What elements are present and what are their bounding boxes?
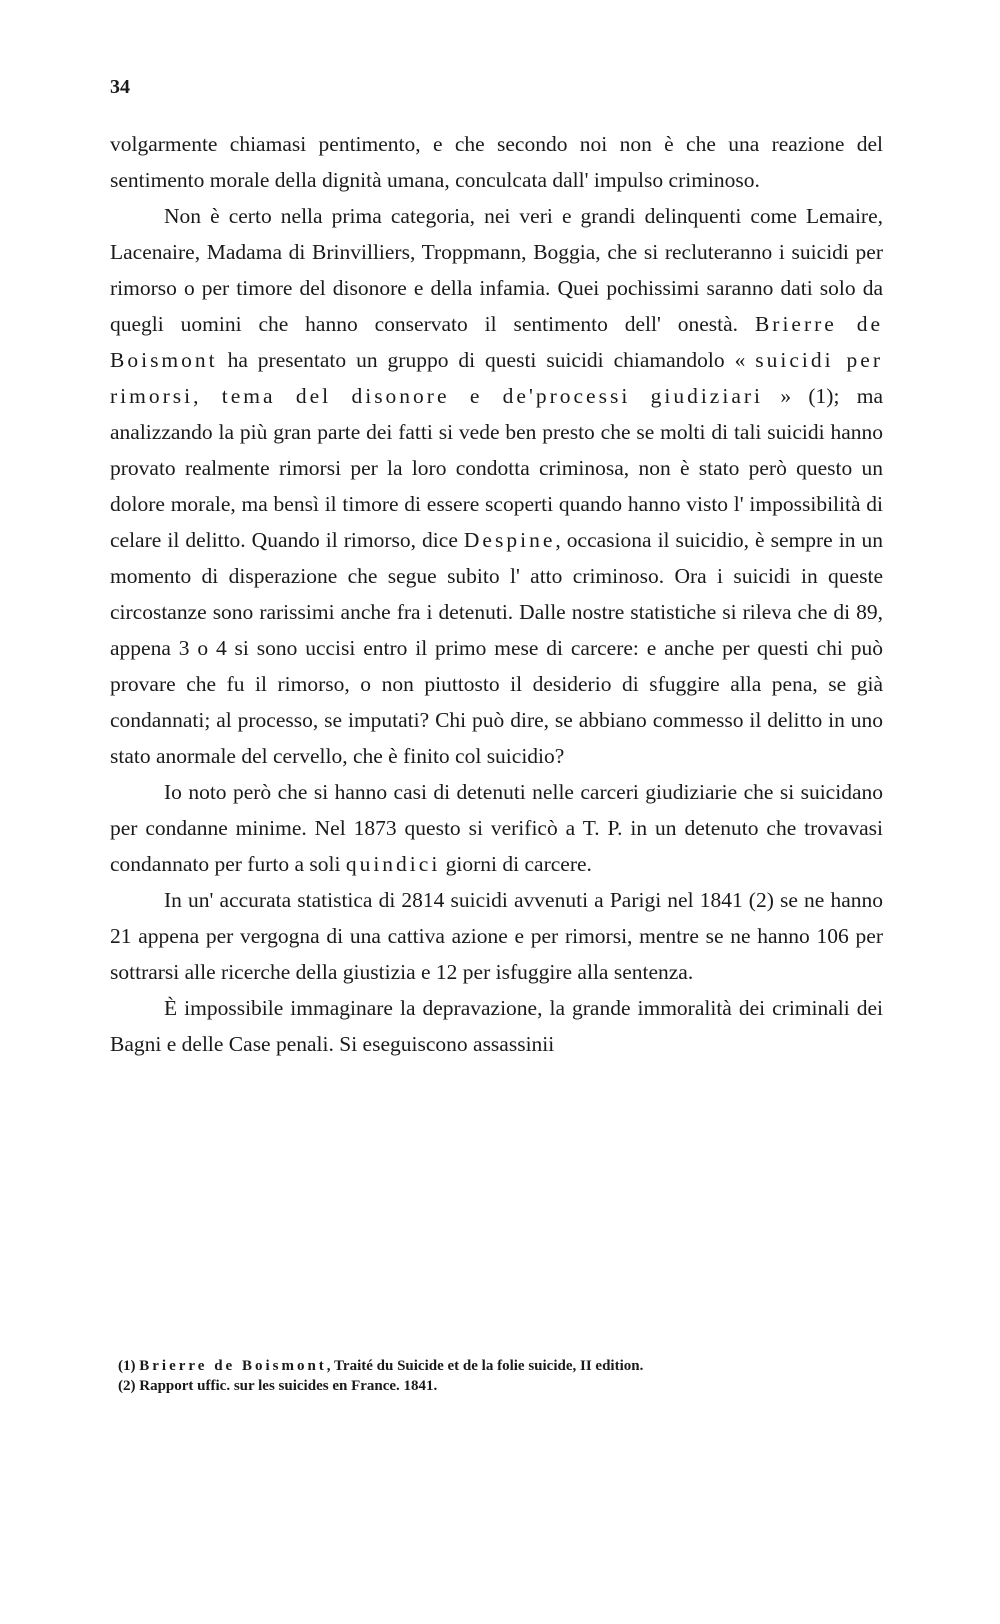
- footnote-text: , Traité du Suicide et de la folie suicide, II edition.: [326, 1358, 644, 1374]
- footnote-text: Rapport uffic. sur les suicides en France. 1841.: [139, 1378, 438, 1394]
- paragraph-1: [110, 126, 883, 198]
- paragraph-text: Non è certo nella prima categoria, nei veri e grandi delinquenti come Lemaire, Lacenaire, Madama di Brinvilliers, Troppmann, Boggia, che si recluteranno i suicidi per rimorso o per timore del disonore e della infamia. Quei pochissimi saranno dati solo da quegli uomini che hanno conservato il sentimento dell' onestà.: [110, 204, 883, 336]
- page-number: 34: [110, 76, 130, 98]
- author-name-spaced: Despine: [463, 528, 556, 552]
- paragraph-text: In un' accurata statistica di 2814 suicidi avvenuti a Parigi nel 1841 (2) se ne hanno 21 appena per vergogna di una cattiva azione e per rimorsi, mentre se ne hanno 106 per sottrarsi alle ricerche della giustizia e 12 per isfuggire alla sentenza.: [110, 888, 883, 984]
- emphasis-spaced: quindici: [345, 852, 441, 876]
- footnote-author: Brierre de Boismont: [139, 1358, 327, 1374]
- footnote-1: [118, 1356, 888, 1376]
- paragraph-text: » (1); ma analizzando la più gran parte dei fatti si vede ben presto che se molti di tali suicidi hanno provato realmente rimorsi per la loro condotta criminosa, non è stato però questo un dolore morale, ma bensì il timore di essere scoperti quando hanno visto l' impossibilità di celare il delitto. Quando il rimorso, dice: [110, 384, 883, 552]
- author-name-spaced: Brierre de Boismont: [110, 312, 884, 372]
- paragraph-text: giorni di carcere.: [440, 852, 592, 876]
- paragraph-5: [110, 990, 883, 1062]
- footnote-2: [118, 1376, 888, 1396]
- paragraph-4: [110, 882, 883, 990]
- paragraph-text: ha presentato un gruppo di questi suicidi chiamandolo «: [217, 348, 756, 372]
- paragraph-text: Io noto però che si hanno casi di detenuti nelle carceri giudiziarie che si suicidano per condanne minime. Nel 1873 questo si verificò a T. P. in un detenuto che trovavasi condannato per furto a soli: [110, 780, 883, 876]
- footnote-marker: (2): [118, 1378, 136, 1394]
- paragraph-2: [110, 198, 883, 774]
- paragraph-3: [110, 774, 883, 882]
- paragraph-text: , occasiona il suicidio, è sempre in un momento di disperazione che segue subito l' atto criminoso. Ora i suicidi in queste circostanze sono rarissimi anche fra i detenuti. Dalle nostre statistiche si rileva che di 89, appena 3 o 4 si sono uccisi entro il primo mese di carcere: e anche per questi chi può provare che fu il rimorso, o non piuttosto il desiderio di sfuggire alla pena, se già condannati; al processo, se imputati? Chi può dire, se abbiano commesso il delitto in uno stato anormale del cervello, che è finito col suicidio?: [110, 528, 883, 768]
- footnotes: [118, 1356, 888, 1396]
- body-text: [110, 126, 883, 1062]
- paragraph-text: È impossibile immaginare la depravazione, la grande immoralità dei criminali dei Bagni e delle Case penali. Si eseguiscono assassinii: [110, 996, 883, 1056]
- footnote-marker: (1): [118, 1358, 136, 1374]
- paragraph-text: volgarmente chiamasi pentimento, e che secondo noi non è che una reazione del sentimento morale della dignità umana, conculcata dall' impulso criminoso.: [110, 132, 883, 192]
- quoted-category-spaced: suicidi per rimorsi, tema del disonore e de'processi giudiziari: [110, 348, 883, 408]
